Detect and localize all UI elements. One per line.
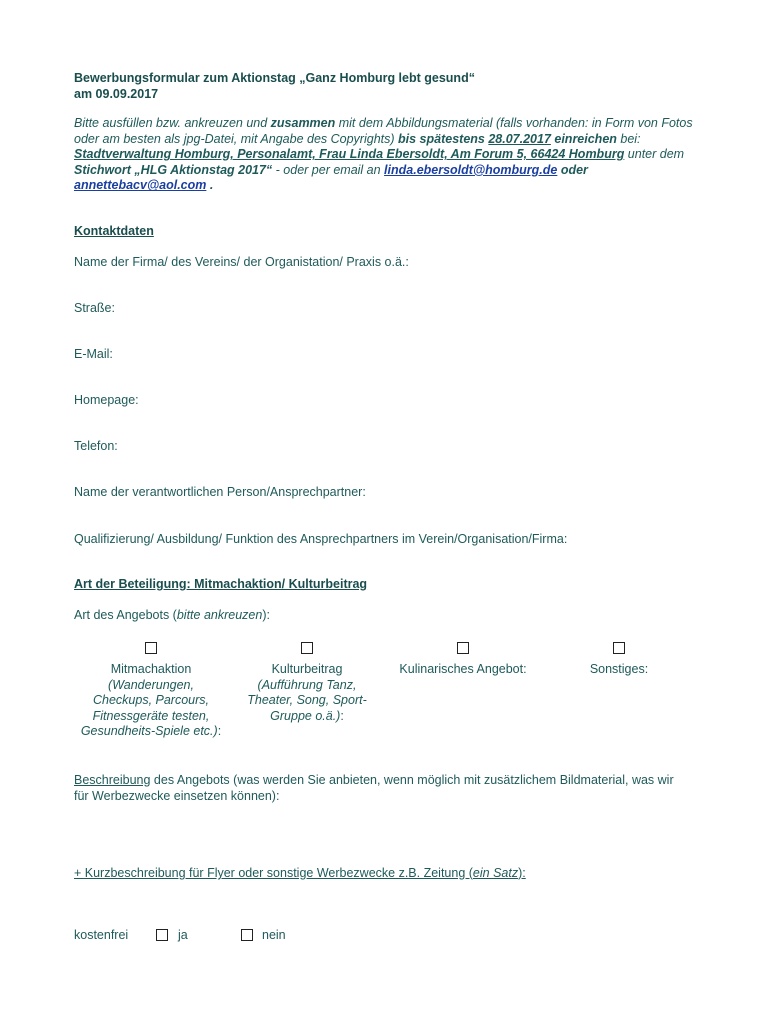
title-line-1: Bewerbungsformular zum Aktionstag „Ganz Homburg lebt gesund“ (74, 71, 475, 85)
intro-deadline-date: 28.07.2017 (488, 131, 551, 146)
intro-text-4: unter dem (624, 147, 685, 162)
field-email[interactable]: E-Mail: (74, 347, 113, 361)
free-no-label: nein (262, 928, 286, 942)
description-rest: des Angebots (was werden Sie anbieten, wenn möglich mit zusätzlichem Bildmaterial, was wir für Werbezwecke einsetzen können): (74, 773, 674, 803)
title-line-2: am 09.09.2017 (74, 87, 159, 101)
intro-text-6: oder (557, 162, 588, 177)
checkbox-sonstiges[interactable] (613, 642, 625, 654)
field-qualification[interactable]: Qualifizierung/ Ausbildung/ Funktion des Ansprechpartners im Verein/Organisation/Firma: (74, 532, 568, 546)
intro-text-1: Bitte ausfüllen bzw. ankreuzen und (74, 116, 271, 130)
description-underlined: Beschreibung (74, 773, 151, 787)
checkbox-mitmachaktion[interactable] (145, 642, 157, 654)
contact-heading: Kontaktdaten (74, 224, 154, 238)
email-link-ebersoldt[interactable]: linda.ebersoldt@homburg.de (384, 162, 558, 177)
short-label-end: ): (518, 866, 526, 880)
offer-label-text: Art des Angebots ( (74, 608, 177, 622)
checkbox-kulturbeitrag[interactable] (301, 642, 313, 654)
checkbox-kulinarisch[interactable] (457, 642, 469, 654)
participation-heading: Art der Beteiligung: Mitmachaktion/ Kulturbeitrag (74, 577, 368, 591)
option-label: Sonstiges: (589, 662, 649, 676)
intro-text-2: mit dem Abbildungsmaterial (falls vorhanden: in Form von Fotos oder am besten als jpg-Datei, mit Angabe des Copyrights) (74, 116, 693, 146)
option-detail: (Wanderungen, Checkups, Parcours, Fitnessgeräte testen, Gesundheits-Spiele etc.) (80, 677, 218, 739)
option-kulinarisch (383, 662, 543, 678)
offer-type-label (74, 608, 270, 622)
option-suffix: : (217, 724, 222, 739)
short-description-label[interactable] (74, 866, 526, 880)
option-label: Kulinarisches Angebot: (399, 662, 527, 676)
intro-paragraph (74, 116, 714, 194)
field-street[interactable]: Straße: (74, 301, 115, 315)
offer-hint: bitte ankreuzen (176, 608, 263, 622)
checkbox-free-yes[interactable] (156, 929, 168, 941)
short-label-text: + Kurzbeschreibung für Flyer oder sonstige Werbezwecke z.B. Zeitung ( (74, 866, 473, 880)
email-link-annettebacv[interactable]: annettebacv@aol.com (74, 178, 207, 193)
option-mitmachaktion (80, 662, 222, 740)
option-suffix: : (340, 708, 344, 723)
intro-keyword: Stichwort „HLG Aktionstag 2017“ (74, 162, 273, 177)
intro-text-5: - oder per email an (272, 162, 385, 177)
field-homepage[interactable]: Homepage: (74, 393, 139, 407)
option-kulturbeitrag (236, 662, 378, 724)
offer-label-end: ): (262, 608, 270, 622)
free-label: kostenfrei (74, 928, 129, 942)
field-contact-person[interactable]: Name der verantwortlichen Person/Ansprechpartner: (74, 485, 366, 499)
intro-address: Stadtverwaltung Homburg, Personalamt, Frau Linda Ebersoldt, Am Forum 5, 66424 Homburg (74, 147, 625, 162)
option-label: Mitmachaktion (110, 662, 192, 676)
field-organisation-name[interactable]: Name der Firma/ des Vereins/ der Organistation/ Praxis o.ä.: (74, 255, 409, 269)
option-detail: (Aufführung Tanz, Theater, Song, Sport-Gruppe o.ä.) (247, 677, 367, 723)
checkbox-free-no[interactable] (241, 929, 253, 941)
option-sonstiges (560, 662, 678, 678)
intro-text-7: . (206, 178, 214, 193)
intro-bold-deadline: bis spätestens (398, 131, 485, 146)
intro-text-3: bei: (616, 131, 641, 146)
description-label[interactable] (74, 773, 674, 804)
free-yes-label: ja (178, 928, 188, 942)
short-hint: ein Satz (472, 866, 519, 880)
intro-bold-together: zusammen (270, 116, 336, 130)
option-label: Kulturbeitrag (271, 662, 343, 676)
form-title (74, 70, 475, 102)
field-phone[interactable]: Telefon: (74, 439, 118, 453)
intro-bold-submit: einreichen (550, 131, 617, 146)
